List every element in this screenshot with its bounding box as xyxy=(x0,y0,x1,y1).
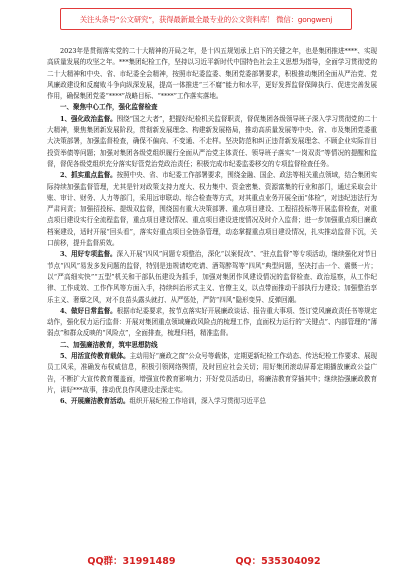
document-body xyxy=(47,46,377,408)
item-lead-2: 2、抓实重点监督。 xyxy=(60,171,117,180)
item-paragraph-6: 6、开展廉洁教育活动。组织开展纪检工作培训，深入学习贯彻习近平总 xyxy=(60,397,266,406)
item-paragraph-4: 4、做好日常监督。根据市纪委要求，按节点落实好开展廉政谈话、报告重大事项、签订党风廉政责任书等规定动作，强化权力运行监督：开展对集团重点领域廉政风险点的梳理工作，直面权力运行的“关键点”、内部管理的“薄弱点”和群众反映的“风险点”，全面排查，梳理归档，精准监督。 xyxy=(47,306,377,338)
item-lead-3: 3、用好专项监督。 xyxy=(60,250,117,259)
footer-qq-contact: QQ：535304092 xyxy=(235,556,321,567)
promo-banner[interactable] xyxy=(60,8,352,30)
intro-paragraph: 2023年是贯彻落实党的二十大精神的开局之年，是十四五规划承上启下的关键之年，也是集团推进****、实现高质量发展的攻坚之年。***集团纪检工作，坚持以习近平新时代中国特色社会主义思想为指导，全面学习贯彻党的二十大精神和中央、省、市纪委全会精神，按照市纪委监委、集团党委部署要求，积极推动集团全面从严治党、党风廉政建设和反腐败斗争向纵深发展，提高一体推进“三不腐”能力和水平，更好发挥监督保障执行、促进完善发展作用，确保集团党委“****”战略目标、“****”工作落实落地。 xyxy=(47,47,377,101)
item-lead-6: 6、开展廉洁教育活动。 xyxy=(60,397,130,406)
item-lead-1: 1、强化政治监督。 xyxy=(60,114,117,123)
footer-qq-group: QQ群：31991489 xyxy=(87,556,176,567)
item-lead-5: 5、用活宣传教育载体。 xyxy=(60,352,130,361)
item-paragraph-1: 1、强化政治监督。围绕“国之大者”，把握好纪检机关监督职责，督促集团各级领导班子深入学习贯彻党的二十大精神，聚焦集团新发展阶段，贯彻新发展理念、构建新发展格局，推动高质量发展等中央、省、市及集团党委重大决策部署，加强监督检查，确保不偏向、不变通、不走样。坚决防范和纠正违背新发展理念、不顾企业实际盲目投资举债等问题；加强对集团各级党组织履行全面从严治党主体责任、领导班子落实“一岗双责”等情况的提醒和监督，督促各级党组织充分落实好管党治党政治责任；积极完成市纪委监委移交的专项监督检查任务。 xyxy=(47,114,378,168)
item-paragraph-2: 2、抓实重点监督。按照中央、省、市纪委工作部署要求，围绕金融、国企、政法等相关重点领域，结合集团实际持续加强监督管理，尤其是针对政策支持力度大、权力集中、资金密集、资源富集的行业和部门，通过采取会计账、审计、财务、人力等部门，采用远审联动、综合检查等方式，对其重点业务开展全面“体检”，对违纪违法行为严肃问责；加强招投标、提级双监督，围绕国有重大决策部署、重点项目建设、工程招投标等开展监督检查，对重点项目建设实行全流程监督，重点项目建设情况、重点项目建设进度情况及时介入监督；进一步加强重点项目廉政档案建设，适时开展“回头看”，落实好重点项目全链条管理，动态掌握重点项目建设情况，扎实推动监督下沉，关口前移，提升监督质效。 xyxy=(47,171,377,248)
footer-contact xyxy=(0,553,408,567)
item-lead-4: 4、做好日常监督。 xyxy=(60,306,117,315)
item-paragraph-5: 5、用活宣传教育载体。主动用好“廉政之窗”公众号等载体，定期更新纪检工作动态、传达纪检工作要求、展现员工风采，准确发布权威信息，积极引领网络舆情，及时回应社会关切；用好集团滚动屏幕定期播放廉政公益广告，不断扩大宣传教育覆盖面，增强宣传教育影响力；开好党员活动日，将廉洁教育穿插其中；继续抬强廉政教育片，讲好***故事，推动优良作风建设走深走实。 xyxy=(47,352,378,394)
promo-banner-text: 关注头条号“公文研究”，获得最新最全最专业的公文资料库！ 微信：gongwenj xyxy=(79,14,333,24)
section-heading-2: 二、加强廉洁教育，筑牢思想防线 xyxy=(60,340,158,349)
item-paragraph-3: 3、用好专项监督。深入开展“四风”问题专项整治，深化“以案促改”、“驻点监督”等专项活动，继续强化对节日节点“四风”易发多发问题的监督，特别是违规请吃吃请、酒驾醉驾等“四风”典型问题，坚决打击一个、震慑一片；以“严高细实快”“五型”机关和干部队伍建设为抓手，加强对集团作风建设情况的监督检查、政治巡察，从工作纪律、工作成效、工作作风等方面入手，持续纠治形式主义、官僚主义，以点带面推动干部执行力建设；加强整治享乐主义、奢靡之风，对不良苗头露头就打、从严惩处，严防“四风”隐形变异、反弹回潮。 xyxy=(47,250,378,304)
section-heading-1: 一、聚焦中心工作，强化监督检查 xyxy=(60,103,158,112)
